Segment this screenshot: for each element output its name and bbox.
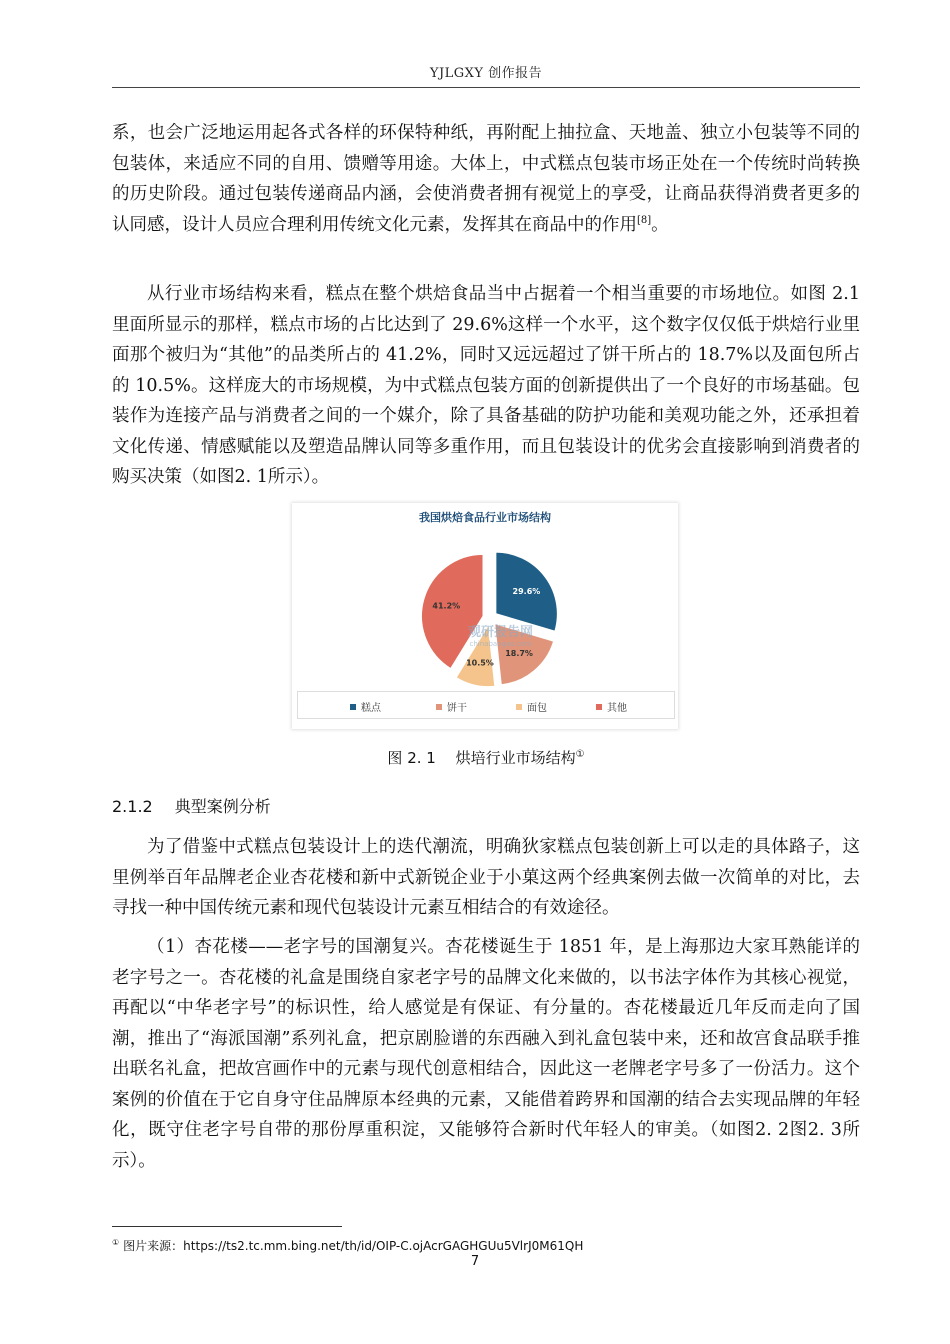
section-title: 典型案例分析 xyxy=(174,797,271,816)
paragraph-2: 从行业市场结构来看，糕点在整个烘焙食品当中占据着一个相当重要的市场地位。如图 2.1 里面所显示的那样，糕点市场的占比达到了 29.6%这样一个水平，这个数字仅仅低于烘焙行业里面那个被归为“其他”的品类所占的 41.2%，同时又远远超过了饼干所占的 18.7%以及面包所占的 10.5%。这样庞大的市场规模，为中式糕点包装方面的创新提供出了一个良好的市场基础。包装作为连接产品与消费者之间的一个媒介，除了具备基础的防护功能和美观功能之外，还承担着文化传递、情感赋能以及塑造品牌认同等多重作用，而且包装设计的优劣会直接影响到消费者的购买决策（如图2. 1所示）。 xyxy=(112,284,860,487)
paragraph-1-end: 。 xyxy=(651,214,669,235)
legend-swatch-qita xyxy=(596,704,602,710)
footnote-mark: ① xyxy=(112,1238,120,1247)
legend-item-gaodian xyxy=(350,699,381,714)
header-rule xyxy=(112,87,860,88)
legend-swatch-gaodian xyxy=(350,704,356,710)
footnote-text: 图片来源：https://ts2.tc.mm.bing.net/th/id/OIP-C.ojAcrGAGHGUu5VlrJ0M61QH xyxy=(123,1239,584,1253)
legend-label-gaodian: 糕点 xyxy=(361,703,381,714)
footnote-rule xyxy=(112,1226,342,1227)
legend-swatch-mianbao xyxy=(516,704,522,710)
section-number: 2.1.2 xyxy=(112,797,153,816)
legend-swatch-binggan xyxy=(436,704,442,710)
chart-title: 我国烘焙食品行业市场结构 xyxy=(419,511,551,524)
figure-caption-mark: ① xyxy=(575,749,585,760)
legend-label-qita: 其他 xyxy=(607,703,627,714)
watermark xyxy=(468,621,533,648)
section-heading xyxy=(112,794,271,817)
watermark-main: 观研报告网 xyxy=(468,625,534,640)
legend-label-binggan: 饼干 xyxy=(447,703,467,714)
legend-label-mianbao: 面包 xyxy=(527,703,547,714)
data-label-qita: 41.2% xyxy=(432,601,461,611)
citation-8: [8] xyxy=(637,214,652,226)
page-header: YJLGXY 创作报告 xyxy=(429,66,543,81)
legend-item-qita xyxy=(596,699,627,714)
data-label-binggan: 18.7% xyxy=(505,648,533,658)
watermark-sub: chinabaogao.com xyxy=(469,640,532,648)
data-label-mianbao: 10.5% xyxy=(466,658,494,668)
page-number: 7 xyxy=(470,1254,480,1269)
footnote xyxy=(112,1237,583,1254)
figure-caption-text: 图 2. 1 烘培行业市场结构 xyxy=(387,749,576,767)
legend-item-mianbao xyxy=(516,699,547,714)
legend-item-binggan xyxy=(436,699,467,714)
figure-caption xyxy=(112,747,860,768)
data-label-gaodian: 29.6% xyxy=(512,586,541,596)
paragraph-1 xyxy=(112,118,860,240)
pie-chart-figure xyxy=(292,503,678,729)
paragraph-1-text: 系，也会广泛地运用起各式各样的环保特种纸，再附配上抽拉盒、天地盖、独立小包装等不同的包装体，来适应不同的自用、馈赠等用途。大体上，中式糕点包装市场正处在一个传统时尚转换的历史阶段。通过包装传递商品内涵，会使消费者拥有视觉上的享受，让商品获得消费者更多的认同感，设计人员应合理利用传统文化元素，发挥其在商品中的作用 xyxy=(112,123,860,235)
chart-legend xyxy=(297,691,675,719)
paragraph-4: （1）杏花楼——老字号的国潮复兴。杏花楼诞生于 1851 年，是上海那边大家耳熟能详的老字号之一。杏花楼的礼盒是围绕自家老字号的品牌文化来做的，以书法字体作为其核心视觉，再配以“中华老字号”的标识性，给人感觉是有保证、有分量的。杏花楼最近几年反而走向了国潮，推出了“海派国潮”系列礼盒，把京剧脸谱的东西融入到礼盒包装中来，还和故宫食品联手推出联名礼盒，把故宫画作中的元素与现代创意相结合，因此这一老牌老字号多了一份活力。这个案例的价值在于它自身守住品牌原本经典的元素，又能借着跨界和国潮的结合去实现品牌的年轻化，既守住老字号自带的那份厚重积淀，又能够符合新时代年轻人的审美。（如图2. 2图2. 3所示）。 xyxy=(112,937,860,1171)
paragraph-3: 为了借鉴中式糕点包装设计上的迭代潮流，明确狄家糕点包装创新上可以走的具体路子，这里例举百年品牌老企业杏花楼和新中式新锐企业于小菓这两个经典案例去做一次简单的对比，去寻找一种中国传统元素和现代包装设计元素互相结合的有效途径。 xyxy=(112,837,860,918)
